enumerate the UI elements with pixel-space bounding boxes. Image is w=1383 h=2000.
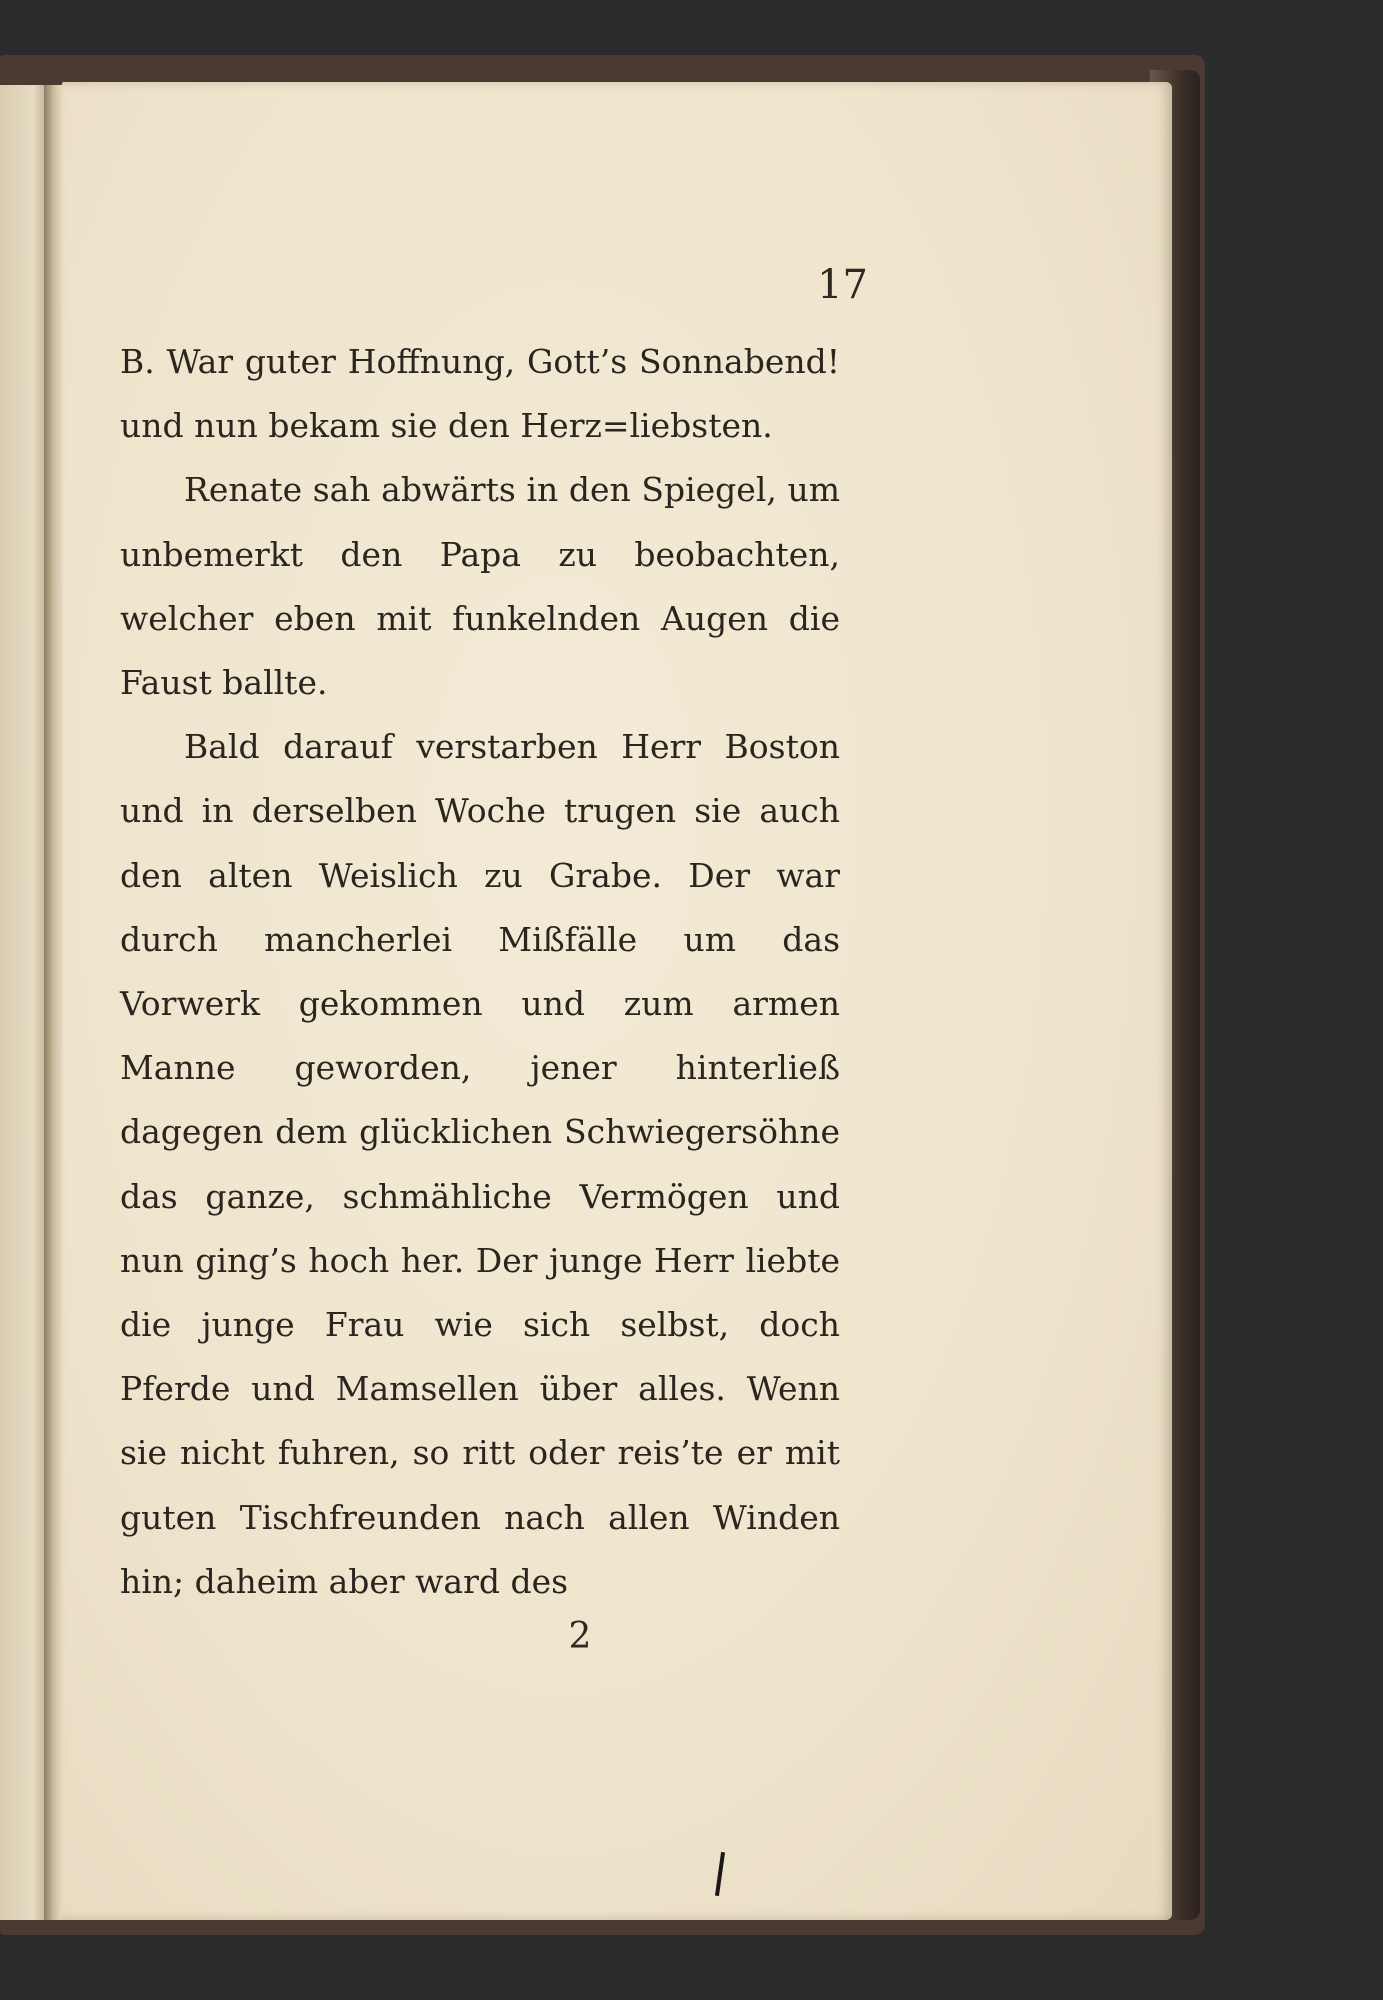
page-number: 17 bbox=[817, 262, 868, 308]
signature-mark: 2 bbox=[568, 1616, 592, 1657]
left-page-edge bbox=[0, 85, 48, 1920]
page-text bbox=[120, 330, 840, 1614]
paragraph-3: Bald darauf verstarben Herr Boston und in derselben Woche trugen sie auch den alten Weislich zu Grabe. Der war durch mancherlei Mißfälle um das Vorwerk gekommen und zum armen Manne geworden, jener hinterließ dagegen dem glücklichen Schwiegersöhne das ganze, schmähliche Vermögen und nun ging’s hoch her. Der junge Herr liebte die junge Frau wie sich selbst, doch Pferde und Mamsellen über alles. Wenn sie nicht fuhren, so ritt oder reis’te er mit guten Tischfreunden nach allen Winden hin; daheim aber ward des bbox=[120, 727, 840, 1601]
paragraph-2: Renate sah abwärts in den Spiegel, um unbemerkt den Papa zu beobachten, welcher eben mit funkelnden Augen die Faust ballte. bbox=[120, 470, 840, 703]
paragraph-1: B. War guter Hoffnung, Gott’s Sonnabend! und nun bekam sie den Herz=liebsten. bbox=[120, 342, 840, 446]
